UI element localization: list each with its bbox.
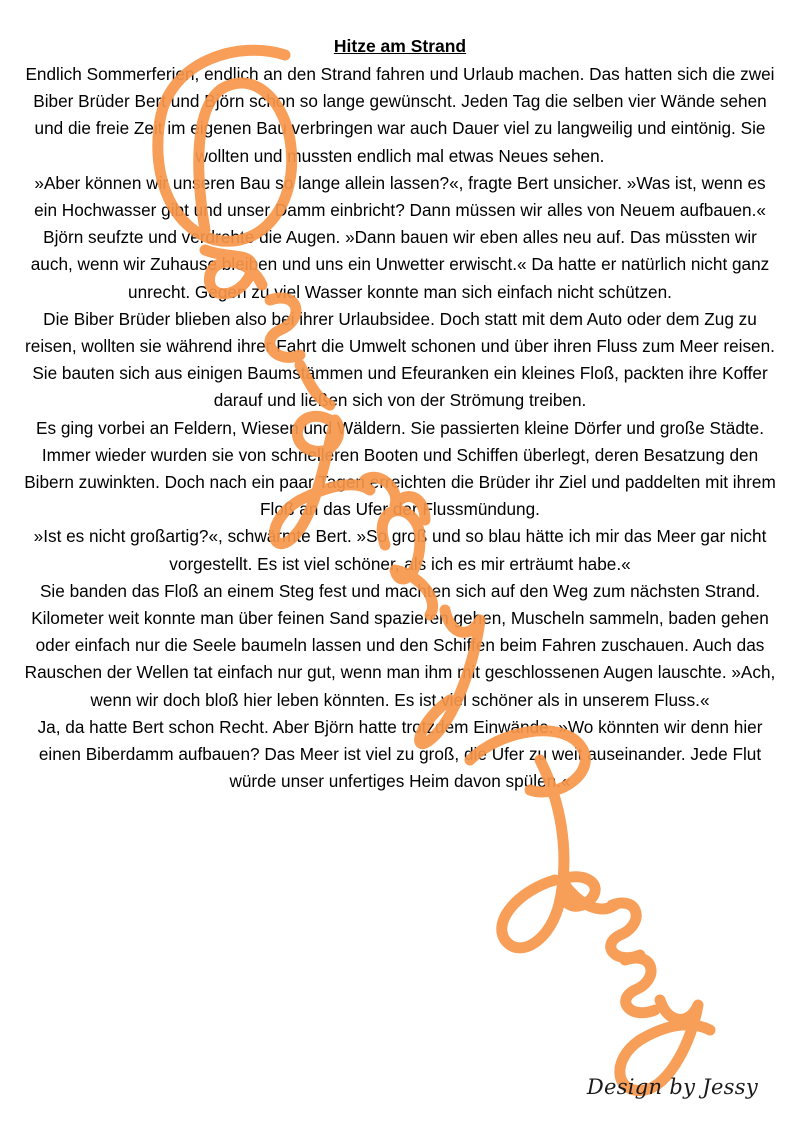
paragraph-7: Sie banden das Floß an einem Steg fest und machten sich auf den Weg zum nächsten Strand. Kilometer weit konnte man über feinen Sand spazieren gehen, Muscheln sammeln, baden gehen oder einfach nur die Seele baumeln lassen und den Schiffen beim Fahren zuschauen. Auch das Rauschen der Wellen tat einfach nur gut, wenn man ihm mit geschlossenen Augen lauschte. »Ach, wenn wir doch bloß hier leben könnten. Es ist viel schöner als in unserem Fluss.« [24, 580, 776, 710]
story-title: Hitze am Strand [333, 36, 467, 56]
paragraph-2: »Aber können wir unseren Bau so lange allein lassen?«, fragte Bert unsicher. »Was ist, wenn es ein Hochwasser gibt und unser Damm einbricht? Dann müssen wir alles von Neuem aufbauen.« [34, 172, 766, 221]
paragraph-5: Es ging vorbei an Feldern, Wiesen und Wäldern. Sie passierten kleine Dörfer und große Städte. Immer wieder wurden sie von schnelleren Booten und Schiffen überlegt, deren Besatzung den Bibern zuwinkten. Doch nach ein paar Tagen erreichten die Brüder ihr Ziel und paddelten mit ihrem Floß an das Ufer der Flussmündung. [24, 417, 776, 520]
paragraph-4: Die Biber Brüder blieben also bei ihrer Urlaubsidee. Doch statt mit dem Auto oder dem Zug zu reisen, wollten sie während ihrer Fahrt die Umwelt schonen und über ihren Fluss zum Meer reisen. Sie bauten sich aus einigen Baumstämmen und Efeuranken ein kleines Floß, packten ihre Koffer darauf und ließen sich von der Strömung treiben. [25, 308, 775, 411]
paragraph-8: Ja, da hatte Bert schon Recht. Aber Björn hatte trotzdem Einwände. »Wo könnten wir denn hier einen Biberdamm aufbauen? Das Meer ist viel zu groß, die Ufer zu weit auseinander. Jede Flut würde unser unfertiges Heim davon spülen.« [37, 716, 763, 792]
paragraph-1: Endlich Sommerferien, endlich an den Strand fahren und Urlaub machen. Das hatten sich die zwei Biber Brüder Bert und Björn schon so lange gewünscht. Jeden Tag die selben vier Wände sehen und die freie Zeit im eigenen Bau verbringen war auch Dauer viel zu langweilig und eintönig. Sie wollten und mussten endlich mal etwas Neues sehen. [25, 64, 775, 166]
paragraph-3: Björn seufzte und verdrehte die Augen. »Dann bauen wir eben alles neu auf. Das müssten wir auch, wenn wir Zuhause bleiben und uns ein Unwetter erwischt.« Da hatte er natürlich nicht ganz unrecht. Gegen zu viel Wasser konnte man sich einfach nicht schützen. [30, 227, 770, 302]
designer-signature: Design by Jessy [586, 1075, 758, 1099]
paragraph-6: »Ist es nicht großartig?«, schwärmte Bert. »So groß und so blau hätte ich mir das Meer gar nicht vorgestellt. Es ist viel schöner, als ich es mir erträumt habe.« [33, 526, 767, 574]
story-body [22, 61, 778, 795]
